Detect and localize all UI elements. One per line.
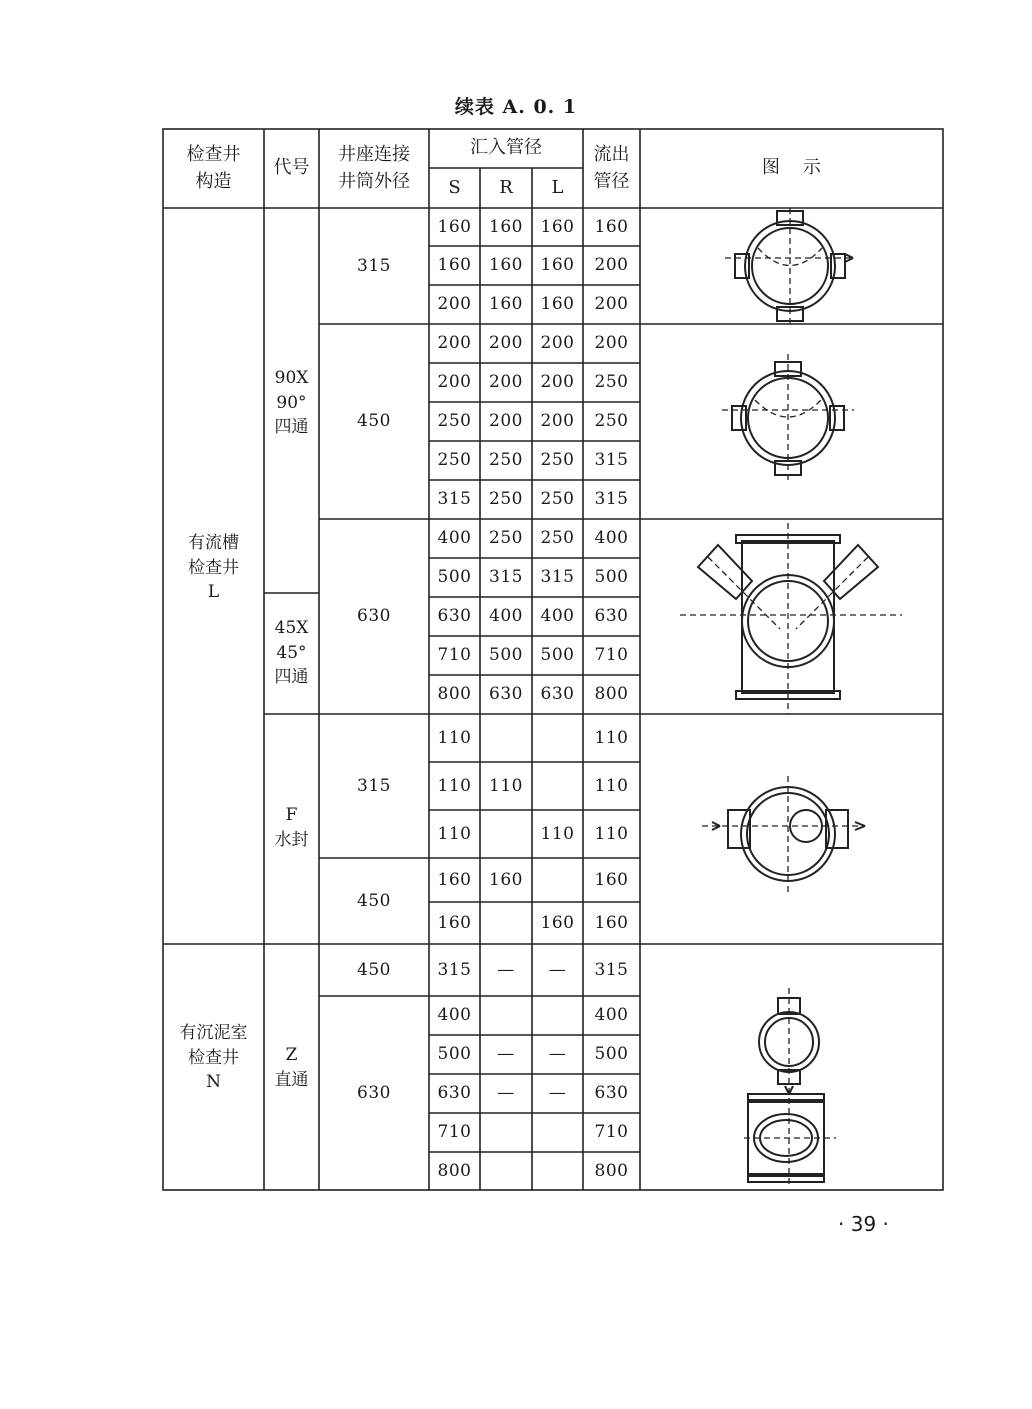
seat-450-c: 450: [357, 959, 391, 980]
seat-450-b: 450: [357, 890, 391, 911]
cell-l: 250: [540, 489, 575, 510]
code-45x: [264, 598, 319, 708]
code-90x-line2: 90°: [276, 392, 307, 413]
cell-out: 500: [594, 1044, 629, 1065]
header-structure-line2: 构造: [195, 170, 232, 192]
header-outflow-line2: 管径: [593, 170, 630, 192]
cell-r: 200: [489, 372, 523, 393]
data-table: [162, 128, 944, 1191]
cell-l: [532, 714, 583, 762]
cell-l: [532, 858, 583, 902]
cell-l: 200: [540, 372, 575, 393]
header-structure-line1: 检查井: [186, 144, 241, 166]
cell-l: [532, 996, 583, 1035]
table-title: 续表 A. 0. 1: [454, 96, 578, 118]
cell-r: 160: [489, 869, 523, 890]
header-diagram: 图 示: [762, 157, 821, 179]
cell-out: 110: [594, 727, 629, 748]
cell-l: 630: [540, 684, 575, 705]
code-f: [264, 788, 319, 868]
cell-l: 315: [540, 567, 575, 588]
cell-l: —: [548, 1083, 567, 1104]
cell-out: 800: [594, 1160, 629, 1181]
cell-l: 160: [540, 294, 575, 315]
seat-630-b: 630: [357, 1082, 391, 1103]
cell-r: [480, 1113, 532, 1152]
cell-r: 500: [489, 645, 523, 666]
cell-l: 200: [540, 333, 575, 354]
cell-l: [532, 762, 583, 810]
cell-s: 200: [437, 333, 472, 354]
cell-r: 110: [489, 775, 523, 796]
cell-s: 500: [437, 1044, 472, 1065]
code-z-line2: 直通: [274, 1070, 309, 1090]
cell-r: —: [497, 1083, 515, 1104]
group-sediment-line2: 检查井: [188, 1047, 239, 1068]
cell-r: 400: [489, 606, 523, 627]
cell-out: 315: [594, 489, 629, 510]
seat-315-a: 315: [357, 255, 391, 276]
cell-r: 315: [489, 567, 523, 588]
cell-out: 200: [594, 333, 629, 354]
cell-out: 160: [594, 869, 629, 890]
cell-out: 250: [594, 372, 629, 393]
cell-l: 400: [540, 606, 575, 627]
cell-l: 200: [540, 411, 575, 432]
cell-l: [532, 1152, 583, 1190]
code-90x-line1: 90X: [274, 368, 309, 389]
cell-r: [480, 1152, 532, 1190]
cell-r: 630: [489, 684, 523, 705]
cell-s: 200: [437, 294, 472, 315]
diagram-90x-315: [640, 208, 943, 324]
header-inflow: 汇入管径: [470, 137, 542, 159]
cell-r: —: [497, 959, 515, 980]
header-seat-line2: 井筒外径: [338, 170, 410, 192]
header-inflow-r: R: [499, 176, 513, 198]
header-outflow-line1: 流出: [593, 144, 630, 166]
cell-l: 500: [540, 645, 575, 666]
cell-out: 400: [594, 1005, 629, 1026]
cell-out: 315: [594, 959, 629, 980]
cell-r: 160: [489, 216, 523, 237]
seat-450-a: 450: [357, 411, 391, 432]
header-seat-line1: 井座连接: [338, 144, 410, 166]
cell-s: 160: [437, 912, 472, 933]
cell-out: 200: [594, 294, 629, 315]
cell-out: 710: [594, 645, 629, 666]
diagram-45x-630: [640, 519, 943, 714]
cell-l: 160: [540, 216, 575, 237]
cell-r: 250: [489, 489, 523, 510]
group-flow-channel: [163, 508, 264, 628]
cell-out: 315: [594, 450, 629, 471]
cell-l: —: [548, 959, 567, 980]
cell-s: 710: [437, 1122, 472, 1143]
group-flow-channel-line2: 检查井: [188, 557, 239, 578]
cell-s: 400: [437, 528, 472, 549]
cell-r: [480, 810, 532, 858]
group-sediment-line1: 有沉泥室: [179, 1023, 248, 1044]
header-structure: [163, 129, 264, 208]
group-sediment-line3: N: [206, 1072, 221, 1093]
seat-315-b: 315: [357, 775, 391, 796]
cell-s: 160: [437, 869, 472, 890]
cell-out: 110: [594, 823, 629, 844]
code-f-line1: F: [285, 805, 298, 826]
seat-630-a: 630: [357, 606, 391, 627]
code-45x-line3: 四通: [274, 667, 309, 688]
cell-s: 160: [437, 216, 472, 237]
cell-s: 315: [437, 959, 472, 980]
cell-l: 250: [540, 528, 575, 549]
cell-s: 250: [437, 450, 472, 471]
cell-s: 110: [437, 823, 472, 844]
cell-s: 110: [437, 727, 472, 748]
cell-l: 110: [540, 823, 575, 844]
cell-out: 630: [594, 1083, 629, 1104]
cell-s: 630: [437, 1083, 472, 1104]
group-flow-channel-line1: 有流槽: [188, 533, 239, 554]
cell-out: 160: [594, 912, 629, 933]
cell-s: 630: [437, 606, 472, 627]
cell-s: 800: [437, 1160, 472, 1181]
cell-s: 400: [437, 1005, 472, 1026]
cell-out: 710: [594, 1122, 629, 1143]
cell-l: —: [548, 1044, 567, 1065]
cell-s: 500: [437, 567, 472, 588]
code-f-line2: 水封: [274, 830, 309, 850]
cell-r: 250: [489, 450, 523, 471]
header-code: 代号: [273, 157, 310, 179]
code-45x-line2: 45°: [276, 642, 307, 663]
cell-s: 160: [437, 255, 472, 276]
cell-r: [480, 714, 532, 762]
cell-out: 250: [594, 411, 629, 432]
header-outflow: [583, 129, 640, 208]
cell-s: 110: [437, 775, 472, 796]
cell-out: 110: [594, 775, 629, 796]
cell-l: 160: [540, 912, 575, 933]
code-90x-line3: 四通: [274, 417, 309, 438]
cell-r: 160: [489, 294, 523, 315]
cell-l: [532, 1113, 583, 1152]
cell-out: 400: [594, 528, 629, 549]
cell-r: 200: [489, 333, 523, 354]
cell-r: 160: [489, 255, 523, 276]
page-number: · 39 ·: [838, 1212, 889, 1236]
cell-out: 800: [594, 684, 629, 705]
code-z-line1: Z: [285, 1045, 298, 1066]
cell-s: 800: [437, 684, 472, 705]
cell-out: 630: [594, 606, 629, 627]
cell-r: —: [497, 1044, 515, 1065]
cell-out: 200: [594, 255, 629, 276]
cell-s: 315: [437, 489, 472, 510]
cell-s: 710: [437, 645, 472, 666]
header-inflow-l: L: [551, 176, 564, 198]
cell-r: 250: [489, 528, 523, 549]
cell-s: 250: [437, 411, 472, 432]
cell-r: [480, 902, 532, 944]
code-z: [264, 1028, 319, 1108]
cell-r: 200: [489, 411, 523, 432]
cell-l: 250: [540, 450, 575, 471]
cell-out: 160: [594, 216, 629, 237]
code-45x-line1: 45X: [274, 618, 309, 639]
diagram-90x-450: [640, 324, 943, 519]
diagram-z-straight: [640, 944, 943, 1190]
cell-r: [480, 996, 532, 1035]
diagram-f-water-seal: [640, 714, 943, 944]
cell-s: 200: [437, 372, 472, 393]
cell-l: 160: [540, 255, 575, 276]
header-inflow-s: S: [448, 176, 461, 198]
group-flow-channel-line3: L: [207, 582, 220, 603]
group-sediment: [163, 998, 264, 1118]
cell-out: 500: [594, 567, 629, 588]
code-90x: [264, 348, 319, 458]
header-seat-diameter: [319, 129, 429, 208]
